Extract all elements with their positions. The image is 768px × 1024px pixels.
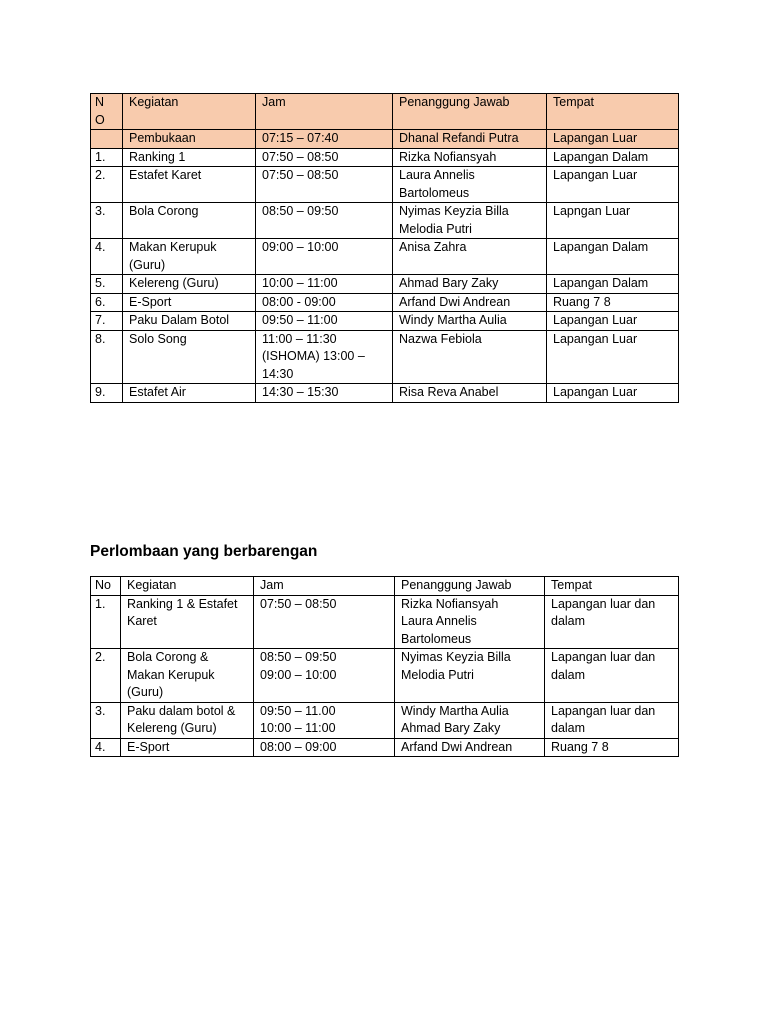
header-tempat: Tempat bbox=[545, 577, 679, 596]
cell-kegiatan: Bola Corong & Makan Kerupuk (Guru) bbox=[121, 649, 254, 703]
cell-tempat: Lapangan luar dan dalam bbox=[545, 702, 679, 738]
cell-jam: 07:50 – 08:50 bbox=[256, 167, 393, 203]
header-penanggung-jawab: Penanggung Jawab bbox=[395, 577, 545, 596]
cell-penanggung-jawab: Arfand Dwi Andrean bbox=[393, 293, 547, 312]
cell-kegiatan: Kelereng (Guru) bbox=[123, 275, 256, 294]
cell-no: 4. bbox=[91, 239, 123, 275]
cell-tempat: Lapangan Luar bbox=[547, 330, 679, 384]
cell-tempat: Lapngan Luar bbox=[547, 203, 679, 239]
cell-no: 4. bbox=[91, 738, 121, 757]
cell-penanggung-jawab: Anisa Zahra bbox=[393, 239, 547, 275]
cell-penanggung-jawab: Dhanal Refandi Putra bbox=[393, 130, 547, 149]
cell-tempat: Lapangan Dalam bbox=[547, 148, 679, 167]
cell-kegiatan: E-Sport bbox=[123, 293, 256, 312]
cell-penanggung-jawab: Nyimas Keyzia Billa Melodia Putri bbox=[395, 649, 545, 703]
cell-tempat: Lapangan luar dan dalam bbox=[545, 595, 679, 649]
cell-penanggung-jawab: Windy Martha Aulia bbox=[393, 312, 547, 331]
cell-penanggung-jawab: Ahmad Bary Zaky bbox=[393, 275, 547, 294]
table-row bbox=[91, 275, 679, 294]
cell-tempat: Lapangan Luar bbox=[547, 384, 679, 403]
table-row bbox=[91, 130, 679, 149]
cell-penanggung-jawab: Risa Reva Anabel bbox=[393, 384, 547, 403]
cell-kegiatan: Solo Song bbox=[123, 330, 256, 384]
cell-no: 5. bbox=[91, 275, 123, 294]
cell-tempat: Lapangan luar dan dalam bbox=[545, 649, 679, 703]
table-row bbox=[91, 203, 679, 239]
cell-tempat: Lapangan Luar bbox=[547, 312, 679, 331]
cell-kegiatan: Estafet Air bbox=[123, 384, 256, 403]
table-row bbox=[91, 330, 679, 384]
cell-jam: 07:50 – 08:50 bbox=[256, 148, 393, 167]
table-row bbox=[91, 738, 679, 757]
cell-no: 8. bbox=[91, 330, 123, 384]
concurrent-table bbox=[90, 576, 679, 757]
header-jam: Jam bbox=[256, 94, 393, 130]
cell-no bbox=[91, 130, 123, 149]
cell-penanggung-jawab: Nazwa Febiola bbox=[393, 330, 547, 384]
cell-jam: 14:30 – 15:30 bbox=[256, 384, 393, 403]
schedule-table bbox=[90, 93, 679, 403]
table-row bbox=[91, 312, 679, 331]
cell-kegiatan: Bola Corong bbox=[123, 203, 256, 239]
cell-no: 1. bbox=[91, 148, 123, 167]
cell-jam: 11:00 – 11:30 (ISHOMA) 13:00 – 14:30 bbox=[256, 330, 393, 384]
cell-jam: 09:50 – 11.00 10:00 – 11:00 bbox=[254, 702, 395, 738]
table-row bbox=[91, 239, 679, 275]
header-tempat: Tempat bbox=[547, 94, 679, 130]
header-kegiatan: Kegiatan bbox=[123, 94, 256, 130]
cell-kegiatan: Ranking 1 bbox=[123, 148, 256, 167]
cell-no: 3. bbox=[91, 203, 123, 239]
cell-jam: 08:00 – 09:00 bbox=[254, 738, 395, 757]
cell-kegiatan: Pembukaan bbox=[123, 130, 256, 149]
cell-penanggung-jawab: Laura Annelis Bartolomeus bbox=[393, 167, 547, 203]
cell-no: 1. bbox=[91, 595, 121, 649]
table-row bbox=[91, 384, 679, 403]
cell-tempat: Lapangan Dalam bbox=[547, 275, 679, 294]
cell-jam: 08:50 – 09:50 bbox=[256, 203, 393, 239]
cell-kegiatan: Estafet Karet bbox=[123, 167, 256, 203]
cell-penanggung-jawab: Arfand Dwi Andrean bbox=[395, 738, 545, 757]
cell-kegiatan: Ranking 1 & Estafet Karet bbox=[121, 595, 254, 649]
cell-penanggung-jawab: Rizka Nofiansyah Laura Annelis Bartolomeus bbox=[395, 595, 545, 649]
cell-no: 2. bbox=[91, 167, 123, 203]
cell-kegiatan: Paku Dalam Botol bbox=[123, 312, 256, 331]
table-header-row bbox=[91, 577, 679, 596]
cell-tempat: Lapangan Luar bbox=[547, 167, 679, 203]
cell-jam: 09:50 – 11:00 bbox=[256, 312, 393, 331]
header-no: N O bbox=[91, 94, 123, 130]
header-no: No bbox=[91, 577, 121, 596]
cell-tempat: Ruang 7 8 bbox=[545, 738, 679, 757]
table-row bbox=[91, 702, 679, 738]
cell-tempat: Lapangan Luar bbox=[547, 130, 679, 149]
cell-no: 6. bbox=[91, 293, 123, 312]
cell-kegiatan: E-Sport bbox=[121, 738, 254, 757]
table-header-row bbox=[91, 94, 679, 130]
table-row bbox=[91, 649, 679, 703]
cell-no: 2. bbox=[91, 649, 121, 703]
cell-jam: 09:00 – 10:00 bbox=[256, 239, 393, 275]
cell-penanggung-jawab: Nyimas Keyzia Billa Melodia Putri bbox=[393, 203, 547, 239]
cell-jam: 07:50 – 08:50 bbox=[254, 595, 395, 649]
table-row bbox=[91, 167, 679, 203]
cell-tempat: Ruang 7 8 bbox=[547, 293, 679, 312]
table-row bbox=[91, 293, 679, 312]
cell-no: 3. bbox=[91, 702, 121, 738]
cell-no: 9. bbox=[91, 384, 123, 403]
cell-jam: 07:15 – 07:40 bbox=[256, 130, 393, 149]
table-row bbox=[91, 148, 679, 167]
header-penanggung-jawab: Penanggung Jawab bbox=[393, 94, 547, 130]
table-row bbox=[91, 595, 679, 649]
section-heading: Perlombaan yang berbarengan bbox=[90, 543, 318, 560]
header-jam: Jam bbox=[254, 577, 395, 596]
cell-jam: 08:00 - 09:00 bbox=[256, 293, 393, 312]
cell-tempat: Lapangan Dalam bbox=[547, 239, 679, 275]
cell-no: 7. bbox=[91, 312, 123, 331]
cell-penanggung-jawab: Windy Martha Aulia Ahmad Bary Zaky bbox=[395, 702, 545, 738]
cell-jam: 10:00 – 11:00 bbox=[256, 275, 393, 294]
header-kegiatan: Kegiatan bbox=[121, 577, 254, 596]
cell-jam: 08:50 – 09:50 09:00 – 10:00 bbox=[254, 649, 395, 703]
cell-kegiatan: Paku dalam botol & Kelereng (Guru) bbox=[121, 702, 254, 738]
cell-penanggung-jawab: Rizka Nofiansyah bbox=[393, 148, 547, 167]
cell-kegiatan: Makan Kerupuk (Guru) bbox=[123, 239, 256, 275]
